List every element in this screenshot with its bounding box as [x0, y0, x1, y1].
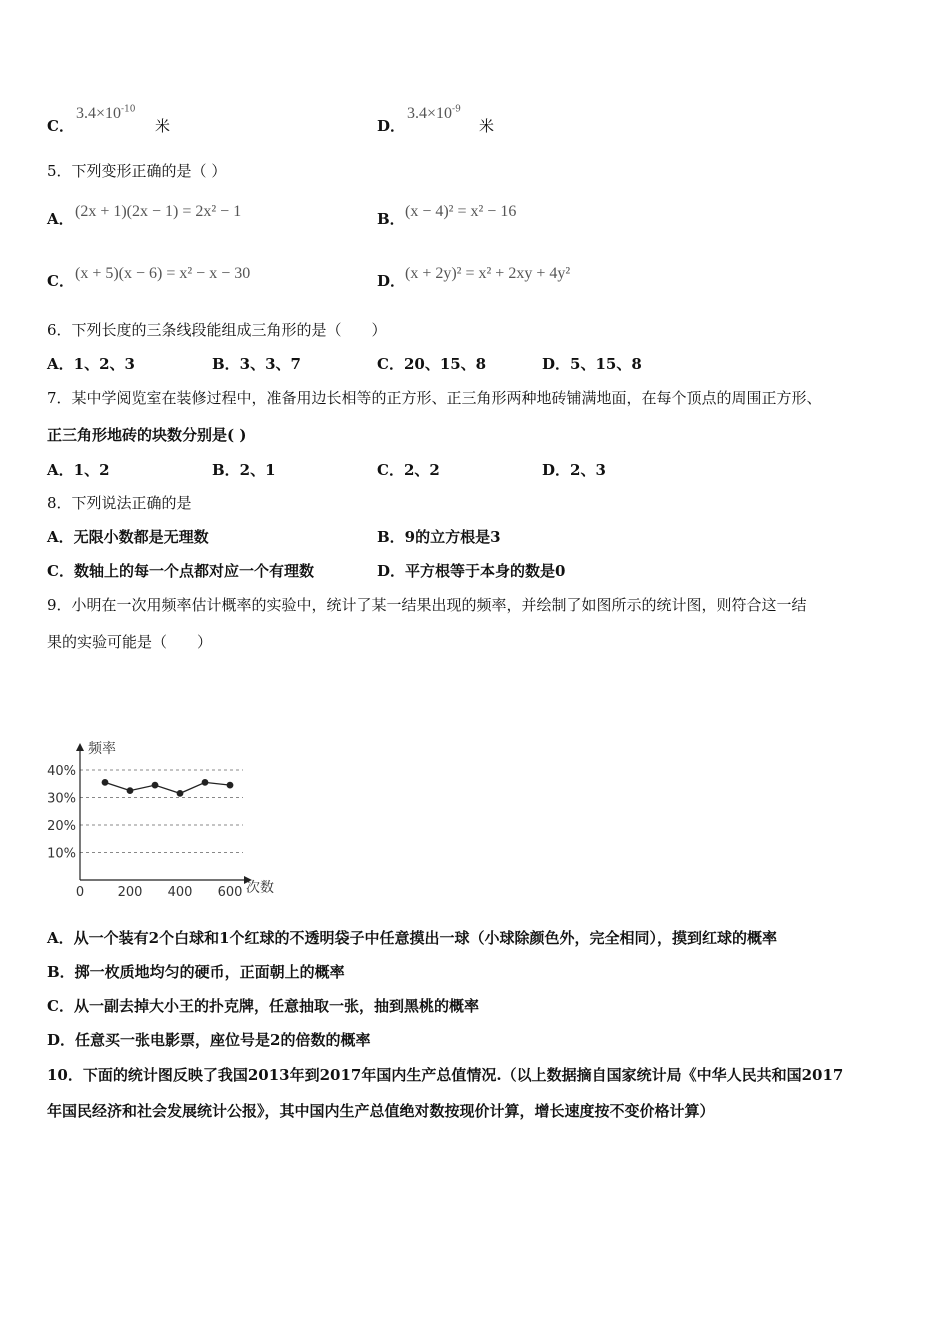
q4-c-unit: 米 [155, 117, 171, 135]
q4-d-exp: -9 [452, 104, 461, 115]
q9-option-a: A．从一个装有2个白球和1个红球的不透明袋子中任意摸出一球（小球除颜色外，完全相同），摸到红球的概率 [47, 929, 778, 947]
q6-option-b: B．3、3、7 [212, 355, 301, 373]
q5-d-math: (x + 2y)² = x² + 2xy + 4y² [405, 265, 571, 282]
q9-option-d: D．任意买一张电影票，座位号是2的倍数的概率 [47, 1031, 371, 1049]
q9-option-c: C．从一副去掉大小王的扑克牌，任意抽取一张，抽到黑桃的概率 [47, 997, 479, 1015]
q5-c-math: (x + 5)(x − 6) = x² − x − 30 [75, 265, 251, 282]
q9-option-b: B．掷一枚质地均匀的硬币，正面朝上的概率 [47, 963, 345, 981]
q9-stem-line2: 果的实验可能是（ ） [47, 633, 213, 651]
y-axis-label: 频率 [88, 741, 116, 757]
x-tick-label: 0 [75, 885, 85, 900]
q4-d-unit: 米 [479, 117, 495, 135]
q8-stem: 8．下列说法正确的是 [47, 494, 192, 512]
q4-d-base: 3.4×10 [407, 105, 453, 122]
q6-option-d: D．5、15、8 [542, 355, 642, 373]
y-axis-arrow [76, 743, 84, 751]
q7-option-d: D．2、3 [542, 461, 606, 479]
y-tick-label: 30% [47, 791, 76, 807]
q5-c-label: C． [47, 272, 74, 290]
q6-option-c: C．20、15、8 [377, 355, 487, 373]
q4-d-label: D． [377, 117, 406, 135]
q6-option-a: A．1、2、3 [47, 355, 135, 373]
frequency-line-chart [40, 735, 280, 900]
q7-option-b: B．2、1 [212, 461, 276, 479]
y-tick-label: 20% [47, 819, 76, 834]
y-tick-label: 40% [47, 764, 76, 779]
y-tick-label: 10% [47, 846, 76, 862]
data-point [127, 787, 134, 794]
q4-c-base: 3.4×10 [76, 105, 122, 122]
q5-stem: 5．下列变形正确的是（ ） [47, 162, 227, 180]
q8-option-c: C．数轴上的每一个点都对应一个有理数 [47, 562, 314, 580]
data-point [227, 782, 234, 789]
q7-option-c: C．2、2 [377, 461, 440, 479]
data-point [177, 790, 184, 797]
data-point [202, 779, 209, 786]
q5-a-label: A． [47, 210, 74, 228]
q5-b-math: (x − 4)² = x² − 16 [405, 203, 517, 220]
q4-option-c-value [76, 103, 136, 123]
x-tick-label: 400 [167, 885, 193, 900]
q4-option-c [47, 116, 74, 136]
q4-c-exp: -10 [121, 104, 136, 115]
data-point [102, 779, 109, 786]
q8-option-b: B．9的立方根是3 [377, 528, 501, 546]
x-tick-label: 600 [217, 885, 243, 900]
q6-stem: 6．下列长度的三条线段能组成三角形的是（ ） [47, 321, 387, 339]
data-point [152, 782, 159, 789]
x-axis-label: 次数 [246, 880, 274, 896]
q9-stem-line1: 9．小明在一次用频率估计概率的实验中，统计了某一结果出现的频率，并绘制了如图所示的统计图，则符合这一结 [47, 596, 807, 614]
q7-stem-line1: 7．某中学阅览室在装修过程中，准备用边长相等的正方形、正三角形两种地砖铺满地面，在每个顶点的周围正方形、 [47, 389, 822, 407]
q5-d-label: D． [377, 272, 406, 290]
q7-stem-line2: 正三角形地砖的块数分别是( ) [47, 426, 247, 444]
q10-stem-line1: 10．下面的统计图反映了我国2013年到2017年国内生产总值情况.（以上数据摘自国家统计局《中华人民共和国2017 [47, 1066, 844, 1084]
q4-c-label: C． [47, 117, 74, 135]
q4-option-d [377, 116, 405, 136]
q8-option-d: D．平方根等于本身的数是0 [377, 562, 566, 580]
chart-series [102, 779, 234, 797]
q7-option-a: A．1、2 [47, 461, 110, 479]
frequency-line [105, 782, 230, 793]
chart-axes [76, 741, 274, 896]
q4-option-d-value [407, 103, 461, 123]
q10-stem-line2: 年国民经济和社会发展统计公报》，其中国内生产总值绝对数按现价计算，增长速度按不变价格计算） [47, 1102, 715, 1120]
q5-b-label: B． [377, 210, 405, 228]
q5-a-math: (2x + 1)(2x − 1) = 2x² − 1 [75, 203, 242, 220]
x-tick-label: 200 [117, 885, 143, 900]
q8-option-a: A．无限小数都是无理数 [47, 528, 209, 546]
